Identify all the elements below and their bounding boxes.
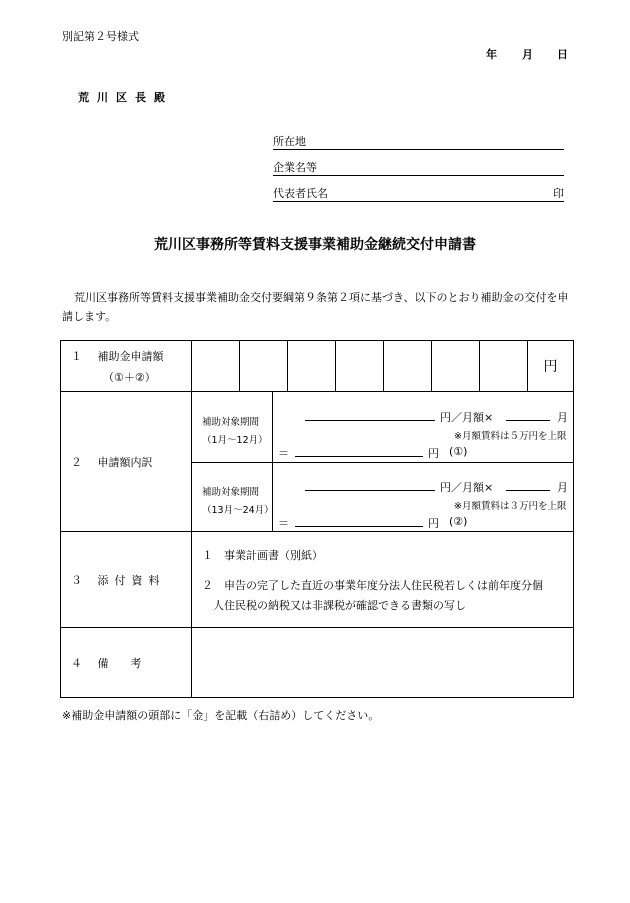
period2-months-input[interactable]	[506, 478, 550, 491]
row2-label-cell	[61, 392, 192, 532]
row3-label-cell	[61, 532, 192, 628]
period1-marker: (①)	[449, 445, 468, 458]
period1-yen-per-month: 円／月額×	[440, 411, 494, 424]
company-label: 企業名等	[273, 161, 317, 174]
period2-equals: ＝	[278, 517, 289, 530]
period2-range: （13月～24月）	[202, 505, 274, 516]
period1-range: （1月～12月）	[202, 435, 268, 446]
remarks-input[interactable]	[192, 628, 574, 698]
representative-label: 代表者氏名	[273, 187, 328, 200]
row1-label-cell	[61, 341, 192, 392]
yen-unit-cell	[528, 341, 574, 392]
period1-label: 補助対象期間	[202, 417, 260, 428]
period1-months-input[interactable]	[506, 408, 550, 421]
row1-sub: （①＋②）	[103, 370, 156, 384]
row2-label: 申請額内訳	[97, 455, 153, 469]
row4-label: 備 考	[97, 656, 142, 670]
row1-label: 補助金申請額	[97, 349, 164, 363]
date-day-label: 日	[557, 48, 568, 61]
amount-digit-cell[interactable]	[192, 341, 240, 392]
period1-yen: 円	[428, 447, 439, 460]
seal-mark: 印	[553, 187, 564, 200]
period2-month-unit: 月	[557, 481, 568, 494]
amount-digit-cell[interactable]	[288, 341, 336, 392]
amount-digit-cell[interactable]	[336, 341, 384, 392]
breakdown-cell	[192, 392, 574, 532]
attachment-item-2b: 人住民税の納税又は非課税が確認できる書類の写し	[213, 598, 466, 612]
period2-rent-input[interactable]	[305, 478, 435, 491]
address-label: 所在地	[273, 135, 306, 148]
period1-equals: ＝	[278, 447, 289, 460]
row1-number: １	[71, 349, 82, 363]
period2-yen-per-month: 円／月額×	[440, 481, 494, 494]
address-field[interactable]	[273, 133, 564, 150]
company-field[interactable]	[273, 159, 564, 176]
period1-note: ※月額賃料は５万円を上限	[454, 431, 567, 442]
period1-rent-input[interactable]	[305, 408, 435, 421]
row4-label-cell	[61, 628, 192, 698]
row4-number: ４	[71, 656, 82, 670]
amount-digit-cell[interactable]	[240, 341, 288, 392]
period2-amount-input[interactable]	[295, 514, 423, 527]
date-year-label: 年	[486, 48, 497, 61]
row3-number: ３	[71, 573, 82, 587]
attachment-item-1: １ 事業計画書（別紙）	[202, 548, 323, 562]
period2-note: ※月額賃料は３万円を上限	[454, 501, 567, 512]
yen-unit: 円	[543, 359, 558, 375]
representative-field[interactable]	[273, 185, 564, 202]
period2-label: 補助対象期間	[202, 487, 260, 498]
footer-note: ※補助金申請額の頭部に「金」を記載（右詰め）してください。	[62, 709, 380, 722]
period1-amount-input[interactable]	[295, 444, 423, 457]
amount-digit-cell[interactable]	[432, 341, 480, 392]
row2-number: ２	[71, 455, 82, 469]
addressee: 荒川区長殿	[78, 91, 173, 104]
amount-digit-cell[interactable]	[384, 341, 432, 392]
attachment-item-2a: ２ 申告の完了した直近の事業年度分法人住民税若しくは前年度分個	[202, 578, 543, 592]
attachments-cell	[192, 532, 574, 628]
form-number-label: 別記第２号様式	[62, 30, 139, 43]
date-month-label: 月	[522, 48, 533, 61]
document-title: 荒川区事務所等賃料支援事業補助金継続交付申請書	[154, 237, 476, 253]
period2-yen: 円	[428, 517, 439, 530]
period1-month-unit: 月	[557, 411, 568, 424]
intro-paragraph: 荒川区事務所等賃料支援事業補助金交付要綱第９条第２項に基づき、以下のとおり補助金の交付を申請します。	[62, 291, 569, 323]
period2-marker: (②)	[449, 515, 468, 528]
row3-label: 添付資料	[97, 573, 166, 587]
application-table	[60, 340, 574, 698]
amount-digit-cell[interactable]	[480, 341, 528, 392]
